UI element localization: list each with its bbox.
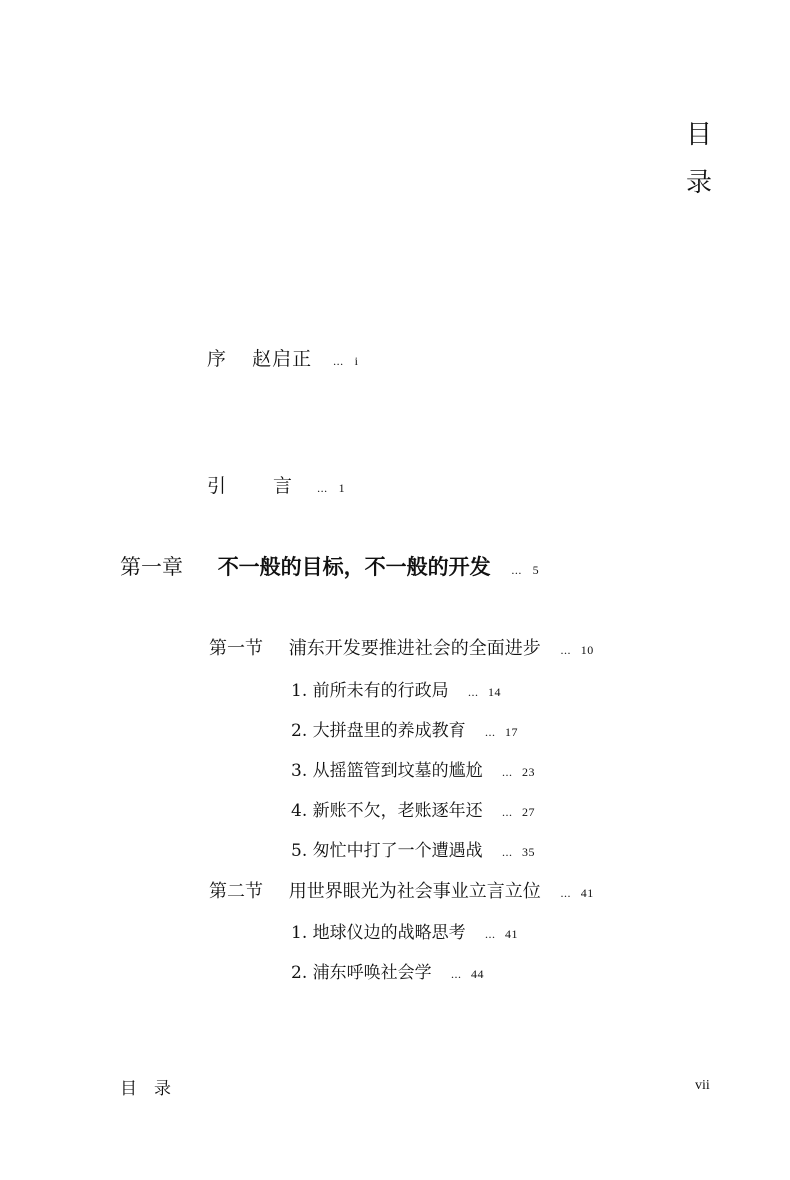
toc-entry-page: 5	[532, 563, 540, 577]
toc-entry-item[interactable]	[291, 756, 535, 781]
toc-entry-page: 27	[521, 805, 535, 819]
toc-entry-section-1[interactable]	[209, 634, 594, 660]
item-title: 1. 地球仪边的战略思考	[291, 923, 466, 943]
page-heading-char-1: 目	[685, 120, 712, 150]
toc-entry-section-2[interactable]	[209, 877, 594, 903]
toc-leader-dots: ...	[468, 685, 479, 699]
chapter-title: 不一般的目标，不一般的开发	[217, 555, 491, 579]
toc-entry-page: i	[354, 354, 359, 368]
toc-leader-dots: ...	[502, 805, 513, 819]
toc-entry-item[interactable]	[291, 676, 501, 701]
item-title: 4. 新账不欠，老账逐年还	[291, 801, 483, 821]
toc-entry-page: 41	[504, 927, 518, 941]
item-title: 2. 浦东呼唤社会学	[291, 963, 432, 983]
toc-entry-page: 17	[504, 725, 518, 739]
toc-entry-page: 41	[580, 886, 594, 900]
running-head: 目 录	[120, 1079, 171, 1099]
toc-entry-preface[interactable]	[207, 344, 359, 371]
toc-entry-introduction[interactable]	[207, 471, 345, 498]
chapter-label: 第一章	[120, 555, 183, 579]
toc-leader-dots: ...	[502, 765, 513, 779]
toc-leader-dots: ...	[485, 927, 496, 941]
toc-entry-page: 10	[580, 643, 594, 657]
toc-entry-item[interactable]	[291, 796, 535, 821]
toc-leader-dots: ...	[317, 481, 328, 495]
section-title: 浦东开发要推进社会的全面进步	[288, 638, 541, 659]
toc-leader-dots: ...	[485, 725, 496, 739]
item-title: 2. 大拼盘里的养成教育	[291, 721, 466, 741]
page-heading-char-2: 录	[685, 168, 712, 198]
toc-entry-page: 23	[521, 765, 535, 779]
toc-leader-dots: ...	[333, 354, 344, 368]
section-label: 第二节	[209, 881, 263, 902]
toc-entry-item[interactable]	[291, 958, 484, 983]
toc-entry-item[interactable]	[291, 918, 518, 943]
item-title: 5. 匆忙中打了一个遭遇战	[291, 841, 483, 861]
toc-entry-title: 引 言	[207, 475, 307, 497]
item-title: 3. 从摇篮管到坟墓的尴尬	[291, 761, 483, 781]
toc-leader-dots: ...	[502, 845, 513, 859]
section-title: 用世界眼光为社会事业立言立位	[288, 881, 541, 902]
item-title: 1. 前所未有的行政局	[291, 681, 449, 701]
toc-entry-page: 1	[338, 481, 346, 495]
toc-leader-dots: ...	[451, 967, 462, 981]
page-heading	[684, 122, 714, 218]
toc-leader-dots: ...	[560, 886, 571, 900]
toc-entry-author: 赵启正	[252, 348, 313, 370]
toc-entry-item[interactable]	[291, 716, 518, 741]
toc-entry-item[interactable]	[291, 836, 535, 861]
toc-entry-page: 14	[487, 685, 501, 699]
toc-leader-dots: ...	[511, 563, 522, 577]
page-number: vii	[695, 1078, 710, 1093]
toc-entry-chapter-1[interactable]	[120, 551, 539, 581]
toc-leader-dots: ...	[560, 643, 571, 657]
toc-entry-title: 序	[207, 348, 228, 370]
toc-entry-page: 35	[521, 845, 535, 859]
section-label: 第一节	[209, 638, 263, 659]
toc-entry-page: 44	[470, 967, 484, 981]
